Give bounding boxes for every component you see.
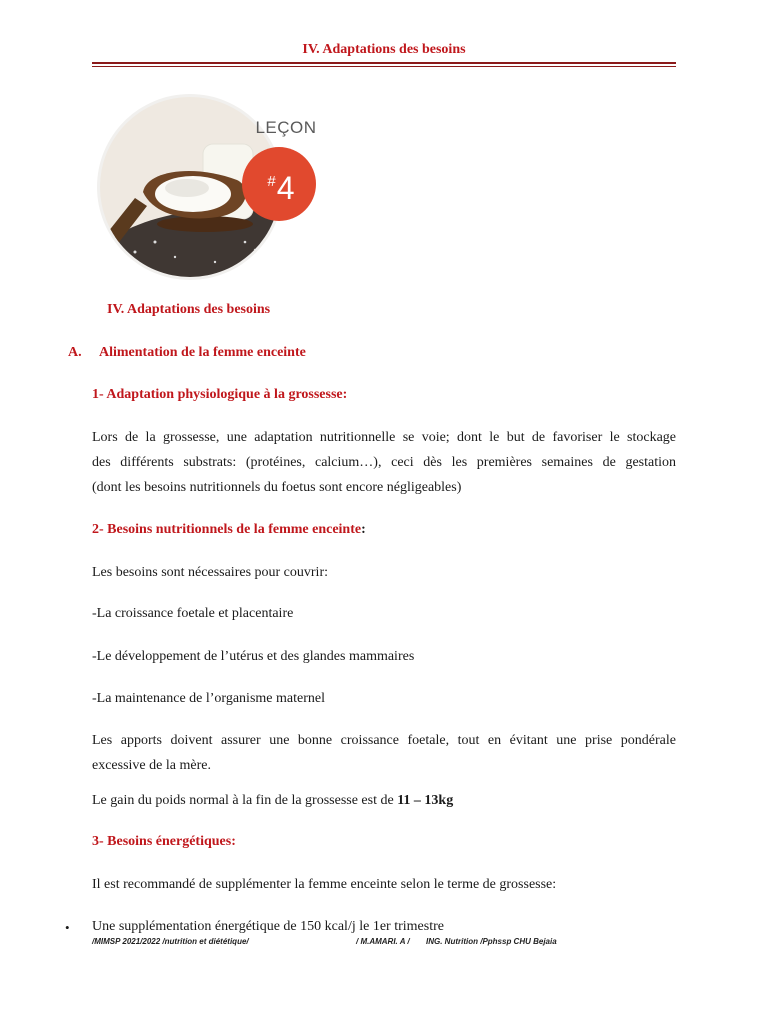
bullet-item: Une supplémentation énergétique de 150 kcal/j le 1er trimestre (92, 919, 444, 934)
page-header: IV. Adaptations des besoins (302, 42, 466, 57)
subsection-2-colon: : (361, 522, 366, 537)
paragraph-line: excessive de la mère. (92, 758, 211, 773)
paragraph-line: Les apports doivent assurer une bonne croissance foetale, tout en évitant une prise pondérale (92, 733, 676, 748)
part-a-title: Alimentation de la femme enceinte (99, 345, 306, 360)
lecon-label: LEÇON (255, 118, 317, 137)
footer-left: /MIMSP 2021/2022 /nutrition et diététique/ (92, 937, 249, 946)
list-item: -Le développement de l’utérus et des glandes mammaires (92, 649, 415, 664)
paragraph-line: des différents substrats: (protéines, calcium…), ceci dès les premières semaines de gestation (92, 455, 676, 470)
list-item: -La maintenance de l’organisme maternel (92, 691, 325, 706)
energy-intro: Il est recommandé de supplémenter la femme enceinte selon le terme de grossesse: (92, 877, 557, 892)
section-title: IV. Adaptations des besoins (107, 302, 271, 317)
lesson-number-value: 4 (276, 170, 295, 206)
footer-middle: / M.AMARI. A / (356, 937, 410, 946)
subsection-1-title: 1- Adaptation physiologique à la grossesse: (92, 387, 348, 402)
part-a-letter: A. (68, 345, 82, 360)
bullet-icon: • (65, 920, 70, 935)
subsection-2-text: 2- Besoins nutritionnels de la femme enceinte (92, 522, 362, 537)
lesson-badge (95, 92, 325, 282)
subsection-2-title (92, 522, 366, 538)
header-rule (92, 62, 676, 67)
needs-intro: Les besoins sont nécessaires pour couvrir: (92, 565, 328, 580)
hash-symbol: # (267, 173, 276, 190)
footer-right: ING. Nutrition /Pphssp CHU Bejaia (426, 937, 557, 946)
paragraph-line: (dont les besoins nutritionnels du foetus sont encore négligeables) (92, 480, 462, 495)
weight-gain-value: 11 – 13kg (397, 793, 454, 808)
list-item: -La croissance foetale et placentaire (92, 606, 294, 621)
lesson-number (245, 166, 317, 204)
subsection-3-title: 3- Besoins énergétiques: (92, 834, 236, 849)
paragraph-line: Lors de la grossesse, une adaptation nutritionnelle se voie; dont le but de favoriser le stockage (92, 430, 676, 445)
weight-gain-line (92, 788, 453, 813)
weight-gain-text: Le gain du poids normal à la fin de la grossesse est de (92, 793, 398, 808)
